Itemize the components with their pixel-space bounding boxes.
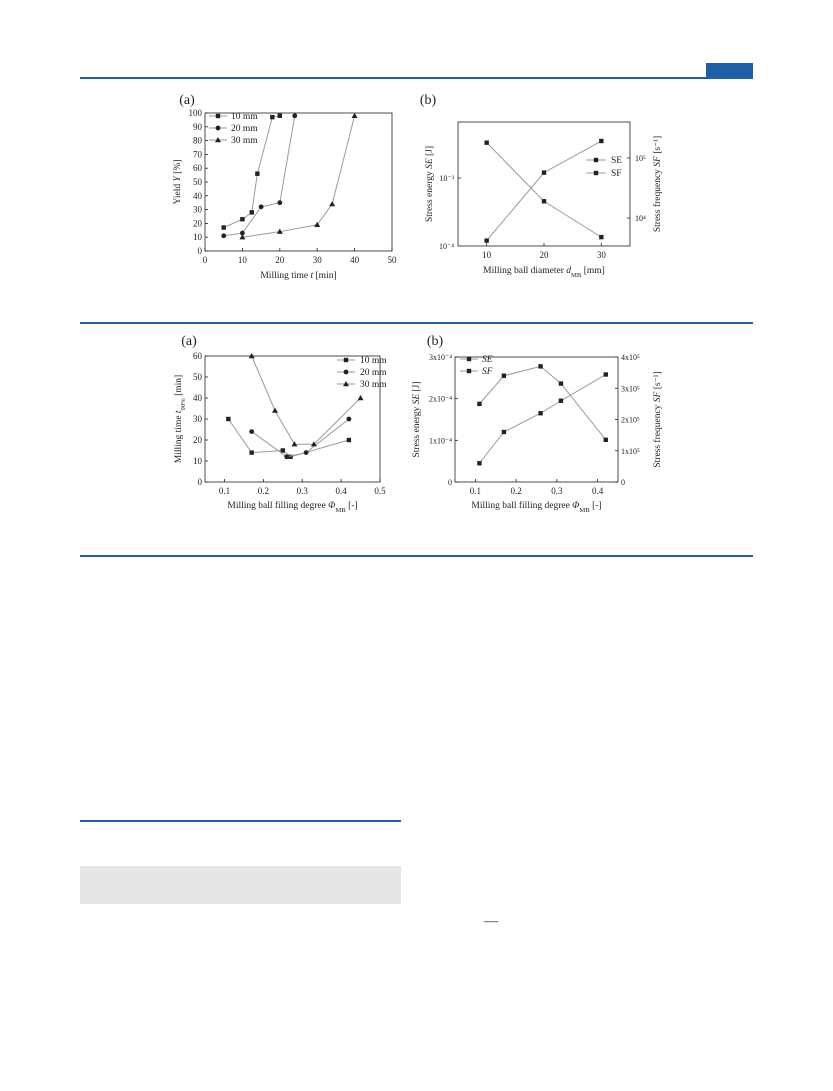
- data-point: [272, 408, 278, 413]
- y-right-axis-label: Stress frequency SF [s⁻¹]: [653, 371, 663, 468]
- y-tick-label: 50: [193, 372, 202, 382]
- data-point: [249, 450, 253, 454]
- x-tick-label: 10: [482, 250, 492, 260]
- series-line: [252, 356, 361, 444]
- data-point: [358, 395, 364, 400]
- legend-label: 30 mm: [231, 136, 258, 146]
- data-point: [484, 238, 488, 242]
- y-tick-label: 20: [193, 435, 202, 445]
- y-right-tick-label: 2x10⁵: [621, 415, 640, 425]
- data-point: [277, 200, 282, 205]
- legend-marker: [216, 114, 220, 118]
- y-tick-label: 40: [193, 393, 202, 403]
- data-point: [542, 199, 546, 203]
- series-line: [228, 419, 349, 457]
- y-left-tick-label: 10⁻³: [439, 174, 454, 183]
- x-tick-label: 10: [237, 255, 247, 265]
- x-axis-label: Milling ball filling degree $\Phi_{MB}$ [-]: [227, 501, 358, 514]
- data-point: [255, 172, 259, 176]
- y-tick-label: 50: [193, 177, 202, 187]
- legend-marker: [594, 158, 598, 162]
- y-right-tick-label: 10⁴: [635, 214, 646, 223]
- y-tick-label: 60: [193, 163, 202, 174]
- data-point: [221, 233, 226, 238]
- series-line: [479, 375, 605, 464]
- y-left-tick-label: 0: [448, 478, 452, 487]
- data-point: [604, 372, 608, 376]
- x-axis-label: Milling time t [min]: [260, 271, 337, 281]
- y-tick-label: 70: [193, 149, 202, 160]
- legend-marker: [467, 357, 471, 361]
- x-tick-label: 0.3: [296, 486, 308, 496]
- data-point: [477, 402, 481, 406]
- y-tick-label: 30: [193, 204, 202, 215]
- y-left-tick-label: 3x10⁻⁴: [428, 353, 452, 362]
- x-tick-label: 0.1: [218, 486, 231, 496]
- x-tick-label: 0.4: [335, 486, 347, 496]
- legend-label: 10 mm: [360, 356, 387, 366]
- y-right-tick-label: 10⁵: [635, 154, 646, 163]
- x-tick-label: 40: [350, 255, 360, 265]
- series-line: [479, 366, 605, 439]
- data-point: [484, 140, 488, 144]
- data-point: [599, 235, 603, 239]
- data-point: [477, 461, 481, 465]
- legend-marker: [216, 126, 221, 131]
- x-axis-label: Milling ball filling degree $\Phi_{MB}$ [-]: [471, 501, 602, 514]
- x-tick-label: 20: [275, 255, 285, 265]
- data-point: [292, 113, 297, 118]
- y-tick-label: 80: [193, 135, 202, 146]
- data-point: [226, 417, 230, 421]
- legend-label: 20 mm: [360, 368, 387, 378]
- plot-frame: [458, 122, 630, 246]
- y-tick-label: 30: [193, 414, 202, 424]
- figure-separator-2: [80, 555, 753, 557]
- data-point: [352, 113, 358, 118]
- data-point: [538, 411, 542, 415]
- data-point: [284, 454, 289, 459]
- x-tick-label: 30: [312, 255, 322, 265]
- data-point: [278, 114, 282, 118]
- legend-label: 10 mm: [231, 112, 258, 122]
- legend-marker: [344, 358, 348, 362]
- table-top-rule: [80, 820, 401, 822]
- y-axis-label: Yield Y [%]: [173, 159, 183, 205]
- y-left-tick-label: 10⁻⁴: [438, 242, 454, 251]
- y-right-tick-label: 3x10⁵: [621, 384, 640, 394]
- panel-label: (b): [419, 93, 437, 108]
- data-point: [222, 225, 226, 229]
- y-tick-label: 0: [197, 246, 202, 256]
- x-tick-label: 0: [202, 255, 208, 265]
- legend-marker: [594, 171, 598, 175]
- y-right-tick-label: 1x10⁵: [621, 446, 640, 456]
- data-point: [502, 430, 506, 434]
- legend-label: SE: [611, 156, 623, 166]
- data-point: [250, 210, 254, 214]
- x-tick-label: 50: [387, 255, 397, 265]
- x-axis-label: Milling ball diameter $d_{MB}$ [mm]: [483, 266, 605, 279]
- data-point: [599, 139, 603, 143]
- data-point: [281, 448, 285, 452]
- x-tick-label: 0.2: [510, 486, 522, 496]
- y-tick-label: 10: [193, 232, 202, 243]
- y-tick-label: 100: [188, 108, 202, 118]
- legend-label: 20 mm: [231, 124, 258, 134]
- panel-label: (a): [181, 334, 197, 349]
- chart-stress-vs-filling: [410, 330, 675, 530]
- legend-marker: [467, 369, 471, 373]
- y-tick-label: 10: [193, 456, 202, 466]
- data-point: [259, 204, 264, 209]
- y-axis-label: Milling time $t_{90\%}$ [min]: [174, 374, 187, 464]
- data-point: [304, 450, 309, 455]
- x-tick-label: 20: [539, 250, 549, 260]
- data-point: [604, 438, 608, 442]
- y-left-tick-label: 2x10⁻⁴: [428, 394, 452, 404]
- table-header-box: [80, 866, 401, 904]
- data-point: [329, 201, 335, 206]
- y-left-tick-label: 1x10⁻⁴: [428, 436, 452, 446]
- chart-stress-vs-diameter: [410, 88, 680, 288]
- x-tick-label: 0.2: [257, 486, 269, 496]
- y-right-tick-label: 0: [621, 478, 625, 487]
- series-line: [487, 143, 602, 237]
- data-point: [249, 429, 254, 434]
- legend-label: SE: [482, 355, 493, 365]
- data-point: [346, 417, 351, 422]
- legend-label: 30 mm: [360, 380, 387, 390]
- x-tick-label: 30: [596, 250, 606, 260]
- x-tick-label: 0.3: [551, 486, 563, 496]
- data-point: [347, 438, 351, 442]
- x-tick-label: 0.1: [469, 486, 481, 496]
- y-right-axis-label: Stress frequency SF [s⁻¹]: [653, 135, 663, 233]
- data-point: [542, 170, 546, 174]
- chart-yield-vs-time: [165, 88, 405, 288]
- x-tick-label: 0.5: [374, 486, 386, 496]
- chart-time-vs-filling: [165, 330, 405, 530]
- legend-marker: [344, 370, 349, 375]
- y-tick-label: 60: [193, 351, 202, 361]
- y-tick-label: 20: [193, 218, 202, 229]
- y-tick-label: 40: [193, 190, 202, 201]
- data-point: [240, 217, 244, 221]
- series-line: [242, 116, 354, 237]
- y-tick-label: 0: [197, 477, 202, 487]
- series-line: [487, 141, 602, 241]
- data-point: [538, 364, 542, 368]
- x-tick-label: 0.4: [592, 486, 604, 496]
- top-rule: [80, 77, 753, 79]
- y-left-axis-label: Stress energy SE [J]: [412, 381, 422, 458]
- data-point: [559, 381, 563, 385]
- panel-label: (a): [179, 93, 195, 108]
- plot-frame: [205, 356, 380, 482]
- y-left-axis-label: Stress energy SE [J]: [425, 145, 435, 223]
- data-point: [502, 374, 506, 378]
- overline-mark: —: [484, 914, 498, 929]
- legend-label: SF: [611, 169, 622, 179]
- page-tab: [706, 63, 753, 79]
- y-tick-label: 90: [193, 121, 202, 132]
- legend-label: SF: [482, 367, 493, 377]
- y-right-tick-label: 4x10⁵: [621, 353, 640, 362]
- panel-label: (b): [426, 334, 444, 349]
- data-point: [270, 115, 274, 119]
- data-point: [559, 399, 563, 403]
- figure-separator-1: [80, 322, 753, 324]
